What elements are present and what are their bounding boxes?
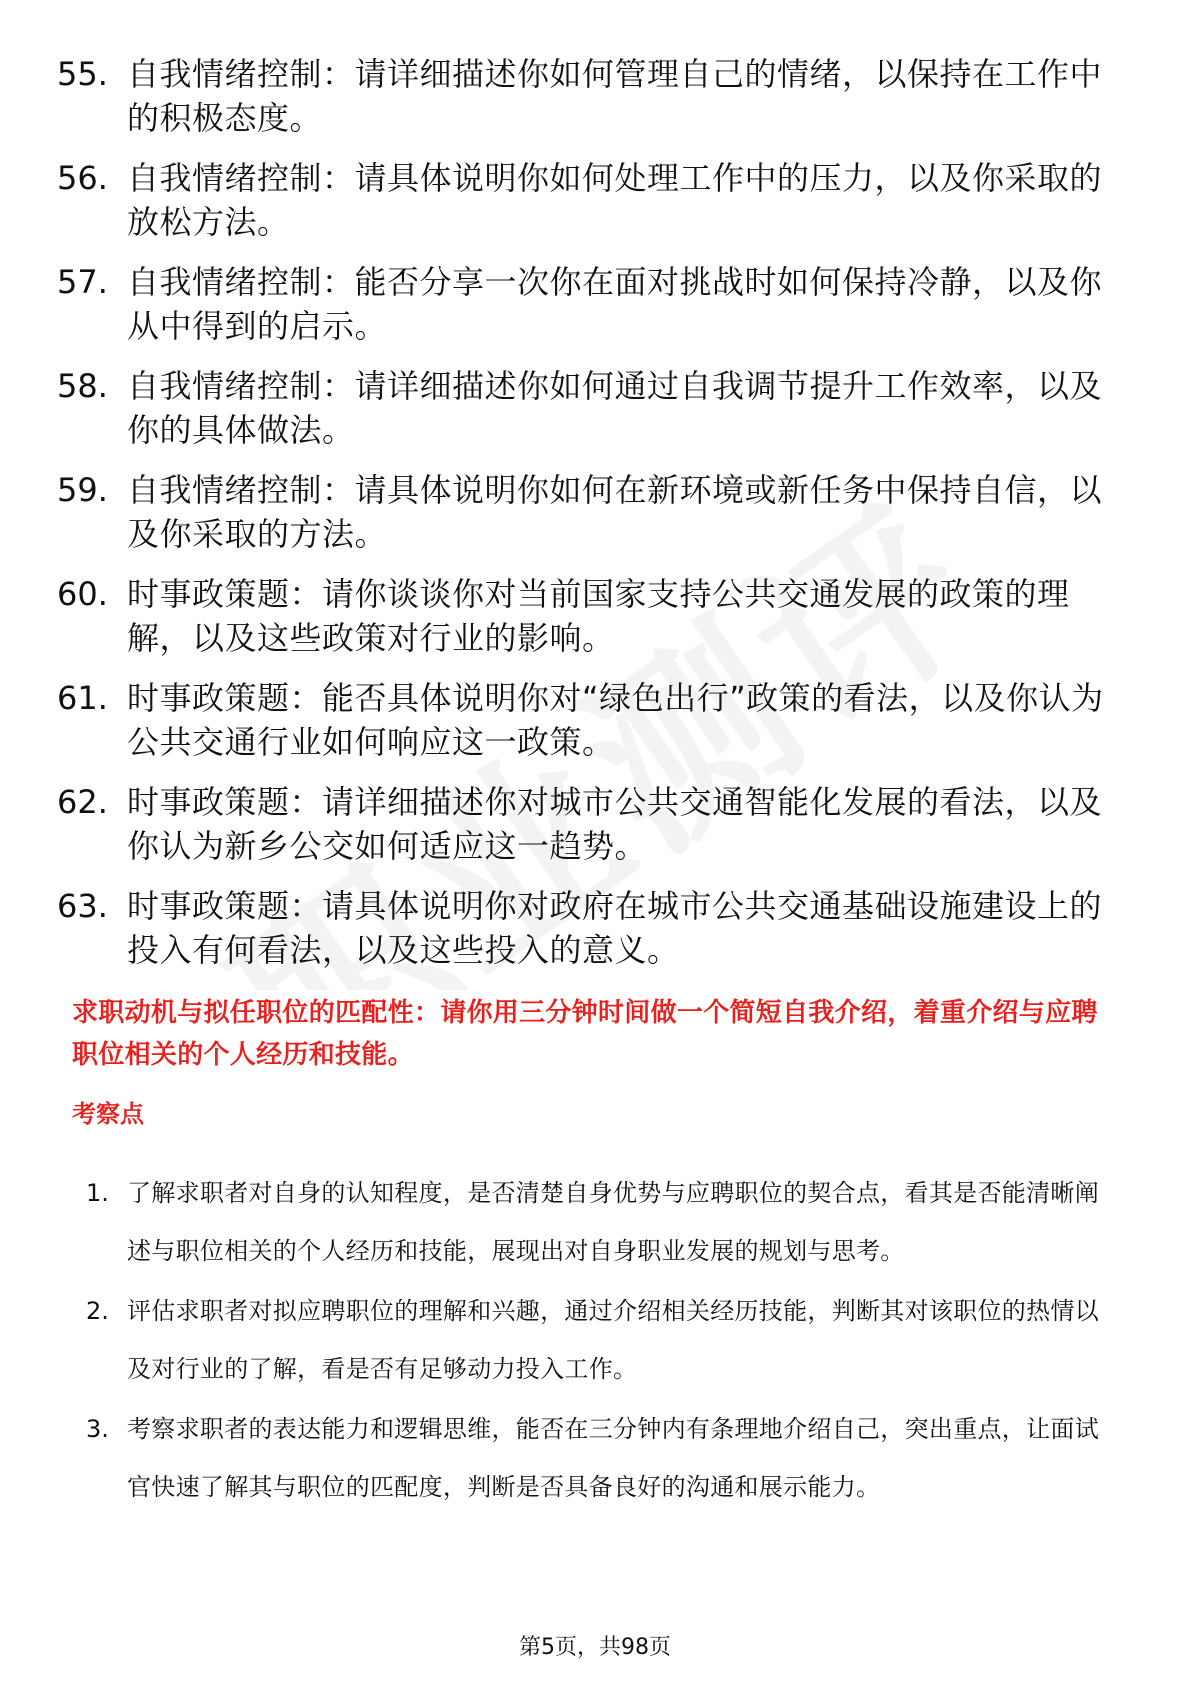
question-item [0,676,1190,764]
point-number: 1. [86,1179,109,1207]
question-number: 60. [57,575,108,613]
question-item [0,364,1190,452]
point-number: 3. [86,1415,109,1443]
question-item [0,156,1190,244]
points-list [0,1164,1190,1518]
question-item [0,52,1190,140]
question-text: 时事政策题：请详细描述你对城市公共交通智能化发展的看法，以及你认为新乡公交如何适应这一趋势。 [127,783,1103,865]
question-text: 自我情绪控制：请详细描述你如何通过自我调节提升工作效率，以及你的具体做法。 [127,367,1103,449]
question-text: 自我情绪控制：能否分享一次你在面对挑战时如何保持冷静，以及你从中得到的启示。 [127,263,1103,345]
question-text: 时事政策题：能否具体说明你对“绿色出行”政策的看法，以及你认为公共交通行业如何响应这一政策。 [127,679,1104,761]
question-text: 自我情绪控制：请详细描述你如何管理自己的情绪，以保持在工作中的积极态度。 [127,55,1103,137]
point-item [0,1400,1190,1516]
point-text: 评估求职者对拟应聘职位的理解和兴趣，通过介绍相关经历技能，判断其对该职位的热情以及对行业的了解，看是否有足够动力投入工作。 [127,1297,1099,1383]
question-list [0,52,1190,988]
question-number: 59. [57,471,108,509]
question-number: 55. [57,55,108,93]
question-number: 62. [57,783,108,821]
point-item [0,1282,1190,1398]
page-footer: 第5页，共98页 [519,1635,671,1660]
question-item [0,884,1190,972]
question-number: 56. [57,159,108,197]
question-number: 61. [57,679,108,717]
question-number: 57. [57,263,108,301]
question-text: 时事政策题：请具体说明你对政府在城市公共交通基础设施建设上的投入有何看法，以及这些投入的意义。 [127,887,1103,969]
question-number: 58. [57,367,108,405]
point-text: 考察求职者的表达能力和逻辑思维，能否在三分钟内有条理地介绍自己，突出重点，让面试官快速了解其与职位的匹配度，判断是否具备良好的沟通和展示能力。 [127,1415,1099,1501]
question-item [0,468,1190,556]
question-number: 63. [57,887,108,925]
point-item [0,1164,1190,1280]
question-text: 时事政策题：请你谈谈你对当前国家支持公共交通发展的政策的理解，以及这些政策对行业的影响。 [127,575,1070,657]
question-text: 自我情绪控制：请具体说明你如何在新环境或新任务中保持自信，以及你采取的方法。 [127,471,1103,553]
point-number: 2. [86,1297,109,1325]
question-item [0,780,1190,868]
question-item [0,572,1190,660]
question-item [0,260,1190,348]
section-title: 求职动机与拟任职位的匹配性：请你用三分钟时间做一个简短自我介绍，着重介绍与应聘职位相关的个人经历和技能。 [72,998,1098,1070]
points-heading: 考察点 [72,1100,144,1128]
point-text: 了解求职者对自身的认知程度，是否清楚自身优势与应聘职位的契合点，看其是否能清晰阐述与职位相关的个人经历和技能，展现出对自身职业发展的规划与思考。 [127,1179,1099,1265]
question-text: 自我情绪控制：请具体说明你如何处理工作中的压力，以及你采取的放松方法。 [127,159,1103,241]
